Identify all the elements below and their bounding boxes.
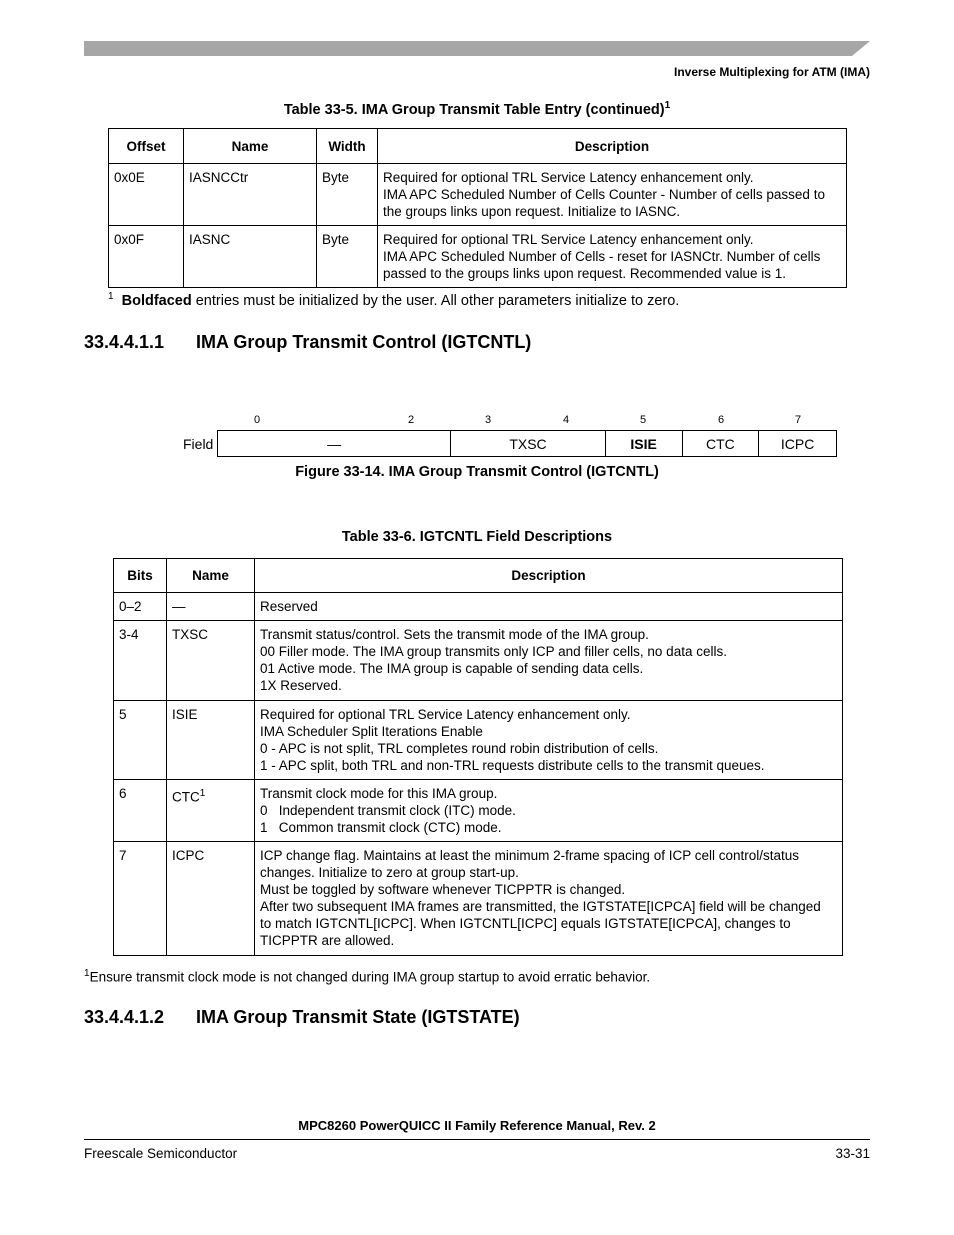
footer-manual-title: MPC8260 PowerQUICC II Family Reference Manual, Rev. 2: [298, 1118, 656, 1133]
table5-header-width: Width: [317, 129, 378, 164]
width-cell: Byte: [317, 226, 378, 288]
bits-cell: 0–2: [114, 593, 167, 621]
description-line: passed to the groups links upon request. Recommended value is 1.: [383, 266, 786, 281]
section-title: IMA Group Transmit Control (IGTCNTL): [196, 332, 532, 352]
description-cell: [255, 593, 843, 621]
table-row: [114, 621, 843, 701]
description-line: Required for optional TRL Service Latency enhancement only.: [260, 707, 631, 722]
description-line: 00 Filler mode. The IMA group transmits only ICP and filler cells, no data cells.: [260, 644, 727, 659]
description-line: Reserved: [260, 599, 318, 614]
table6: [113, 558, 843, 956]
description-line: Transmit clock mode for this IMA group.: [260, 786, 498, 801]
description-cell: [255, 621, 843, 701]
offset-cell: 0x0E: [109, 164, 184, 226]
section-title: IMA Group Transmit State (IGTSTATE): [196, 1007, 520, 1027]
description-line: changes. Initialize to zero at group start-up.: [260, 865, 519, 880]
name-cell: IASNCCtr: [184, 164, 317, 226]
description-cell: [255, 842, 843, 956]
table-row: [109, 164, 847, 226]
figure-caption: Figure 33-14. IMA Group Transmit Control (IGTCNTL): [295, 464, 659, 480]
description-cell: [255, 701, 843, 780]
name-cell: [167, 780, 255, 842]
description-line: ICP change flag. Maintains at least the minimum 2-frame spacing of ICP cell control/status: [260, 848, 800, 863]
name-cell: IASNC: [184, 226, 317, 288]
table5-footnote: [108, 291, 679, 309]
description-line: to match IGTCNTL[ICPC]. When IGTCNTL[ICPC] equals IGTSTATE[ICPCA], changes to: [260, 916, 791, 931]
table-row: [114, 593, 843, 621]
bit-label: 0: [253, 414, 261, 426]
field-isie: ISIE: [605, 431, 682, 456]
bit-label: 5: [639, 414, 647, 426]
name-cell: TXSC: [167, 621, 255, 701]
description-line: Required for optional TRL Service Latency enhancement only.: [383, 170, 754, 185]
section-heading-igtcntl: [84, 332, 531, 353]
table5-header-row: [109, 129, 847, 164]
footer-company: Freescale Semiconductor: [84, 1146, 238, 1161]
footnote-mark: 1: [108, 291, 114, 302]
footnote-text: entries must be initialized by the user. All other parameters initialize to zero.: [191, 292, 680, 309]
section-number: 33.4.4.1.1: [84, 332, 165, 352]
name-cell: ICPC: [167, 842, 255, 956]
table-row: [114, 842, 843, 956]
description-line: 1X Reserved.: [260, 678, 342, 693]
footer-divider: [84, 1139, 870, 1140]
description-line: IMA APC Scheduled Number of Cells - reset for IASNCtr. Number of cells: [383, 249, 821, 264]
table-row: [114, 701, 843, 780]
description-line: 1 - APC split, both TRL and non-TRL requests distribute cells to the transmit queues.: [260, 758, 765, 773]
width-cell: Byte: [317, 164, 378, 226]
table6-header-name: Name: [167, 559, 255, 593]
description-line: the groups links upon request. Initialize to IASNC.: [383, 204, 681, 219]
section-number: 33.4.4.1.2: [84, 1007, 165, 1027]
name-cell: ISIE: [167, 701, 255, 780]
bit-label: 6: [717, 414, 725, 426]
bit-label: 3: [484, 414, 492, 426]
table6-header-description: Description: [255, 559, 843, 593]
table5-header-name: Name: [184, 129, 317, 164]
table6-header-row: [114, 559, 843, 593]
table5-caption-text: Table 33-5. IMA Group Transmit Table Entry (continued): [283, 101, 665, 118]
register-row-label: Field: [183, 436, 214, 452]
table5-caption: [108, 100, 846, 118]
description-cell: [378, 226, 847, 288]
description-line: 0 - APC is not split, TRL completes round robin distribution of cells.: [260, 741, 659, 756]
running-title: Inverse Multiplexing for ATM (IMA): [673, 65, 870, 79]
bit-label: 2: [407, 414, 415, 426]
description-line: After two subsequent IMA frames are transmitted, the IGTSTATE[ICPCA] field will be changed: [260, 899, 821, 914]
name-text: CTC: [172, 789, 200, 805]
offset-cell: 0x0F: [109, 226, 184, 288]
note-text: Ensure transmit clock mode is not changed during IMA group startup to avoid erratic behavior.: [89, 969, 651, 985]
table-row: [114, 780, 843, 842]
description-line: IMA APC Scheduled Number of Cells Counter - Number of cells passed to: [383, 187, 825, 202]
footnote-bold: Boldfaced: [121, 292, 192, 309]
register-field-row: [217, 430, 837, 457]
description-line: Transmit status/control. Sets the transmit mode of the IMA group.: [260, 627, 649, 642]
bits-cell: 7: [114, 842, 167, 956]
description-line: 0 Independent transmit clock (ITC) mode.: [260, 803, 516, 818]
bit-label: 4: [562, 414, 570, 426]
field-ctc: CTC: [682, 431, 759, 456]
description-cell: [378, 164, 847, 226]
bits-cell: 5: [114, 701, 167, 780]
description-line: 01 Active mode. The IMA group is capable of sending data cells.: [260, 661, 644, 676]
field-reserved: —: [327, 435, 342, 452]
table5-header-offset: Offset: [109, 129, 184, 164]
description-line: 1 Common transmit clock (CTC) mode.: [260, 820, 502, 835]
table5-header-description: Description: [378, 129, 847, 164]
table6-caption: Table 33-6. IGTCNTL Field Descriptions: [341, 529, 613, 545]
name-footnote-mark: 1: [199, 788, 206, 799]
description-line: Must be toggled by software whenever TICPPTR is changed.: [260, 882, 626, 897]
name-cell: —: [167, 593, 255, 621]
header-bar: [84, 41, 870, 56]
bit-label: 7: [794, 414, 802, 426]
bits-cell: 3-4: [114, 621, 167, 701]
note-mark: 1: [84, 968, 90, 979]
field-txsc: TXSC: [450, 431, 605, 456]
table6-note: [84, 968, 650, 985]
table-row: [109, 226, 847, 288]
table5-caption-note: 1: [664, 100, 671, 111]
description-line: Required for optional TRL Service Latency enhancement only.: [383, 232, 754, 247]
description-line: IMA Scheduler Split Iterations Enable: [260, 724, 483, 739]
footer-page-number: 33-31: [835, 1146, 870, 1161]
bits-cell: 6: [114, 780, 167, 842]
field-icpc: ICPC: [758, 431, 836, 456]
description-cell: [255, 780, 843, 842]
table5: [108, 128, 847, 288]
section-heading-igtstate: [84, 1007, 520, 1028]
description-line: TICPPTR are allowed.: [260, 933, 395, 948]
table6-header-bits: Bits: [114, 559, 167, 593]
